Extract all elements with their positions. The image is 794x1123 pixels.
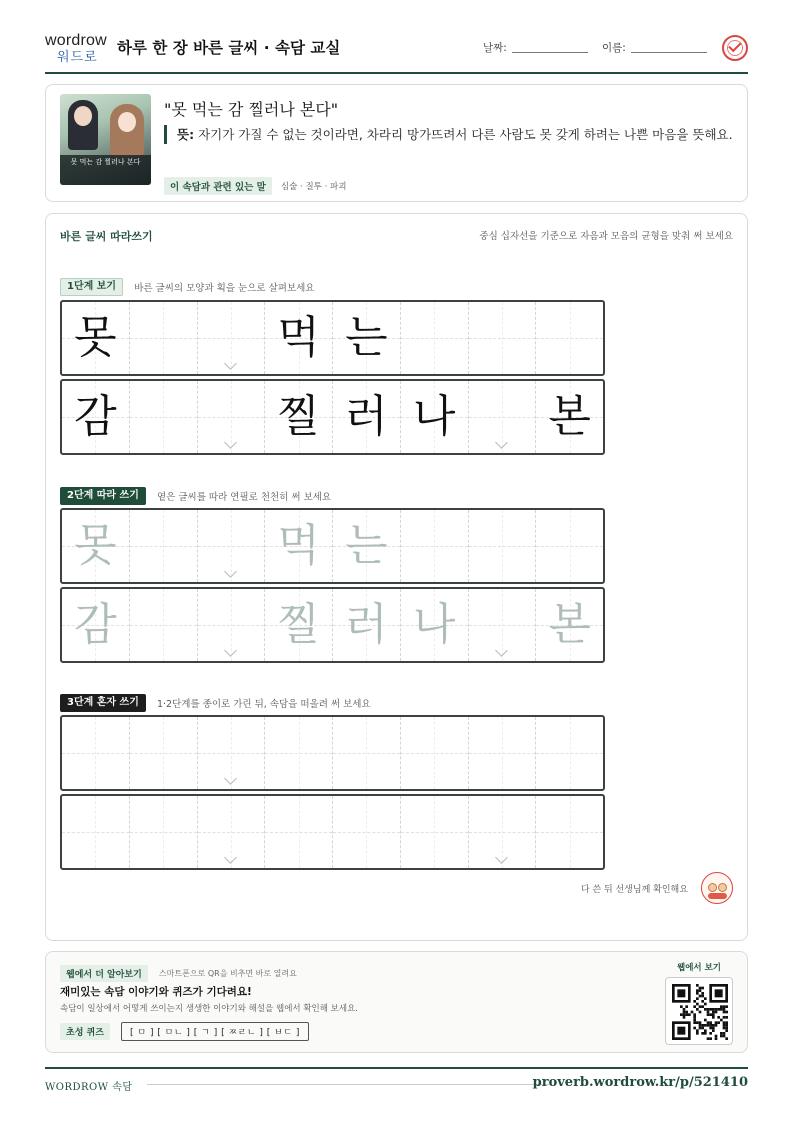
approval-stamp-icon bbox=[722, 35, 748, 61]
web-more-tag: 웹에서 더 알아보기 bbox=[60, 965, 148, 982]
grid-char: 본 bbox=[548, 391, 591, 442]
grid-cell[interactable] bbox=[265, 589, 333, 661]
step1-tag: 1단계 보기 bbox=[60, 278, 123, 296]
grid-cell[interactable] bbox=[130, 510, 198, 582]
proverb-quote: "못 먹는 감 찔러나 본다" bbox=[164, 100, 339, 119]
grid-cell[interactable] bbox=[401, 510, 469, 582]
logo-text-top: wordrow bbox=[45, 32, 107, 49]
grid-cell bbox=[333, 302, 401, 374]
grid-cell bbox=[62, 381, 130, 453]
web-desc: 속담이 일상에서 어떻게 쓰이는지 생생한 이야기와 해설을 웹에서 확인해 보세요. bbox=[60, 1004, 358, 1014]
step2-row2[interactable] bbox=[60, 587, 605, 663]
grid-cell bbox=[198, 381, 266, 453]
grid-cell[interactable] bbox=[536, 589, 603, 661]
grid-char: 본 bbox=[548, 599, 591, 650]
page-title: 하루 한 장 바른 글씨 · 속담 교실 bbox=[117, 39, 341, 57]
grid-cell[interactable] bbox=[536, 510, 603, 582]
footer-divider bbox=[147, 1084, 550, 1085]
grid-cell[interactable] bbox=[401, 796, 469, 868]
grid-cell[interactable] bbox=[198, 796, 266, 868]
related-words bbox=[164, 175, 346, 195]
illustration-caption: 못 먹는 감 찔러나 본다 bbox=[70, 158, 141, 166]
grid-cell[interactable] bbox=[62, 510, 130, 582]
web-more-desc: 스마트폰으로 QR을 비추면 바로 열려요 bbox=[158, 969, 297, 978]
space-mark-icon bbox=[495, 436, 508, 449]
grid-cell[interactable] bbox=[401, 717, 469, 789]
grid-cell[interactable] bbox=[401, 589, 469, 661]
grid-cell[interactable] bbox=[265, 717, 333, 789]
grid-cell[interactable] bbox=[536, 717, 603, 789]
step1-desc: 바른 글씨의 모양과 획을 눈으로 살펴보세요 bbox=[134, 282, 315, 294]
grid-cell[interactable] bbox=[62, 796, 130, 868]
wordrow-logo[interactable] bbox=[45, 32, 107, 65]
practice-card bbox=[45, 213, 748, 941]
grid-char: 찔 bbox=[277, 391, 320, 442]
space-mark-icon bbox=[495, 644, 508, 657]
space-mark-icon bbox=[224, 644, 237, 657]
grid-cell bbox=[130, 302, 198, 374]
date-field[interactable] bbox=[512, 52, 588, 53]
grid-cell bbox=[265, 302, 333, 374]
grid-char: 나 bbox=[412, 391, 456, 442]
space-mark-icon bbox=[224, 357, 237, 370]
kids-stamp-icon bbox=[701, 872, 733, 904]
step3-desc: 1·2단계를 종이로 가린 뒤, 속담을 떠올려 써 보세요 bbox=[156, 698, 371, 710]
related-label: 이 속담과 관련 있는 말 bbox=[164, 177, 272, 195]
step1-header bbox=[60, 276, 314, 294]
grid-cell[interactable] bbox=[198, 510, 266, 582]
grid-char: 찔 bbox=[277, 599, 320, 650]
grid-cell[interactable] bbox=[536, 796, 603, 868]
grid-cell[interactable] bbox=[130, 717, 198, 789]
grid-char: 먹 bbox=[277, 520, 320, 571]
grid-cell[interactable] bbox=[469, 796, 537, 868]
grid-cell bbox=[536, 302, 603, 374]
grid-cell[interactable] bbox=[62, 717, 130, 789]
step3-row1[interactable] bbox=[60, 715, 605, 791]
grid-cell[interactable] bbox=[265, 510, 333, 582]
grid-char: 감 bbox=[74, 391, 117, 442]
grid-cell bbox=[536, 381, 603, 453]
grid-char: 는 bbox=[345, 312, 388, 363]
grid-cell[interactable] bbox=[469, 589, 537, 661]
grid-cell bbox=[62, 302, 130, 374]
practice-hint: 중심 십자선을 기준으로 자음과 모음의 균형을 맞춰 써 보세요 bbox=[479, 231, 733, 242]
grid-cell bbox=[265, 381, 333, 453]
qr-code-icon[interactable] bbox=[665, 977, 733, 1045]
grid-cell[interactable] bbox=[130, 796, 198, 868]
quiz-box: [ ㅁ ] [ ㅁㄴ ] [ ㄱ ] [ ㅉㄹㄴ ] [ ㅂㄷ ] bbox=[121, 1022, 309, 1041]
grid-char: 못 bbox=[74, 520, 117, 571]
qr-code-graphic bbox=[672, 984, 728, 1040]
grid-cell[interactable] bbox=[469, 510, 537, 582]
grid-cell bbox=[130, 381, 198, 453]
step3-tag: 3단계 혼자 쓰기 bbox=[60, 694, 146, 712]
grid-char: 러 bbox=[345, 599, 388, 650]
web-more-header bbox=[60, 963, 297, 982]
step3-row2[interactable] bbox=[60, 794, 605, 870]
footer-brand: WORDROW 속담 bbox=[45, 1082, 133, 1093]
grid-cell[interactable] bbox=[265, 796, 333, 868]
proverb-illustration bbox=[60, 94, 151, 185]
grid-cell[interactable] bbox=[62, 589, 130, 661]
grid-cell bbox=[401, 302, 469, 374]
grid-cell[interactable] bbox=[333, 589, 401, 661]
teacher-check-text: 다 쓴 뒤 선생님께 확인해요 bbox=[580, 884, 688, 895]
page-header bbox=[45, 30, 748, 74]
meaning-text: 자기가 가질 수 없는 것이라면, 차라리 망가뜨려서 다른 사람도 못 갖게 하려는 나쁜 마음을 뜻해요. bbox=[198, 127, 733, 142]
space-mark-icon bbox=[224, 565, 237, 578]
grid-char: 나 bbox=[412, 599, 456, 650]
grid-cell[interactable] bbox=[469, 717, 537, 789]
space-mark-icon bbox=[224, 436, 237, 449]
logo-text-bottom: 워드로 bbox=[57, 50, 98, 65]
name-label: 이름: bbox=[602, 42, 626, 54]
proverb-card bbox=[45, 84, 748, 202]
grid-char: 먹 bbox=[277, 312, 320, 363]
footer-url[interactable]: proverb.wordrow.kr/p/521410 bbox=[532, 1075, 748, 1090]
grid-cell bbox=[469, 302, 537, 374]
space-mark-icon bbox=[495, 851, 508, 864]
meaning-label: 뜻: bbox=[177, 127, 195, 142]
grid-cell[interactable] bbox=[130, 589, 198, 661]
date-label: 날짜: bbox=[483, 42, 507, 54]
grid-cell bbox=[401, 381, 469, 453]
grid-char: 러 bbox=[345, 391, 388, 442]
page-footer bbox=[45, 1067, 748, 1107]
name-field[interactable] bbox=[631, 52, 707, 53]
grid-cell bbox=[198, 302, 266, 374]
grid-cell[interactable] bbox=[198, 717, 266, 789]
step2-desc: 옅은 글씨를 따라 연필로 천천히 써 보세요 bbox=[156, 491, 332, 503]
web-headline: 재미있는 속담 이야기와 퀴즈가 기다려요! bbox=[60, 986, 252, 998]
practice-title: 바른 글씨 따라쓰기 bbox=[60, 230, 153, 243]
space-mark-icon bbox=[224, 851, 237, 864]
step1-row2 bbox=[60, 379, 605, 455]
grid-char: 못 bbox=[74, 312, 117, 363]
step2-header bbox=[60, 485, 331, 503]
step2-row1[interactable] bbox=[60, 508, 605, 584]
grid-char: 감 bbox=[74, 599, 117, 650]
grid-cell[interactable] bbox=[198, 589, 266, 661]
grid-cell[interactable] bbox=[333, 796, 401, 868]
quiz-tag: 초성 퀴즈 bbox=[60, 1023, 110, 1040]
step3-header bbox=[60, 692, 371, 710]
step2-tag: 2단계 따라 쓰기 bbox=[60, 487, 146, 505]
space-mark-icon bbox=[224, 772, 237, 785]
grid-cell bbox=[469, 381, 537, 453]
proverb-meaning bbox=[164, 125, 734, 144]
grid-cell[interactable] bbox=[333, 717, 401, 789]
related-words-text: 심술 · 질투 · 파괴 bbox=[280, 181, 347, 192]
qr-label: 웹에서 보기 bbox=[676, 963, 721, 973]
grid-cell bbox=[333, 381, 401, 453]
step1-row1 bbox=[60, 300, 605, 376]
chosung-quiz bbox=[60, 1021, 309, 1041]
teacher-check bbox=[581, 872, 733, 904]
grid-cell[interactable] bbox=[333, 510, 401, 582]
web-card bbox=[45, 951, 748, 1053]
grid-char: 는 bbox=[345, 520, 388, 571]
